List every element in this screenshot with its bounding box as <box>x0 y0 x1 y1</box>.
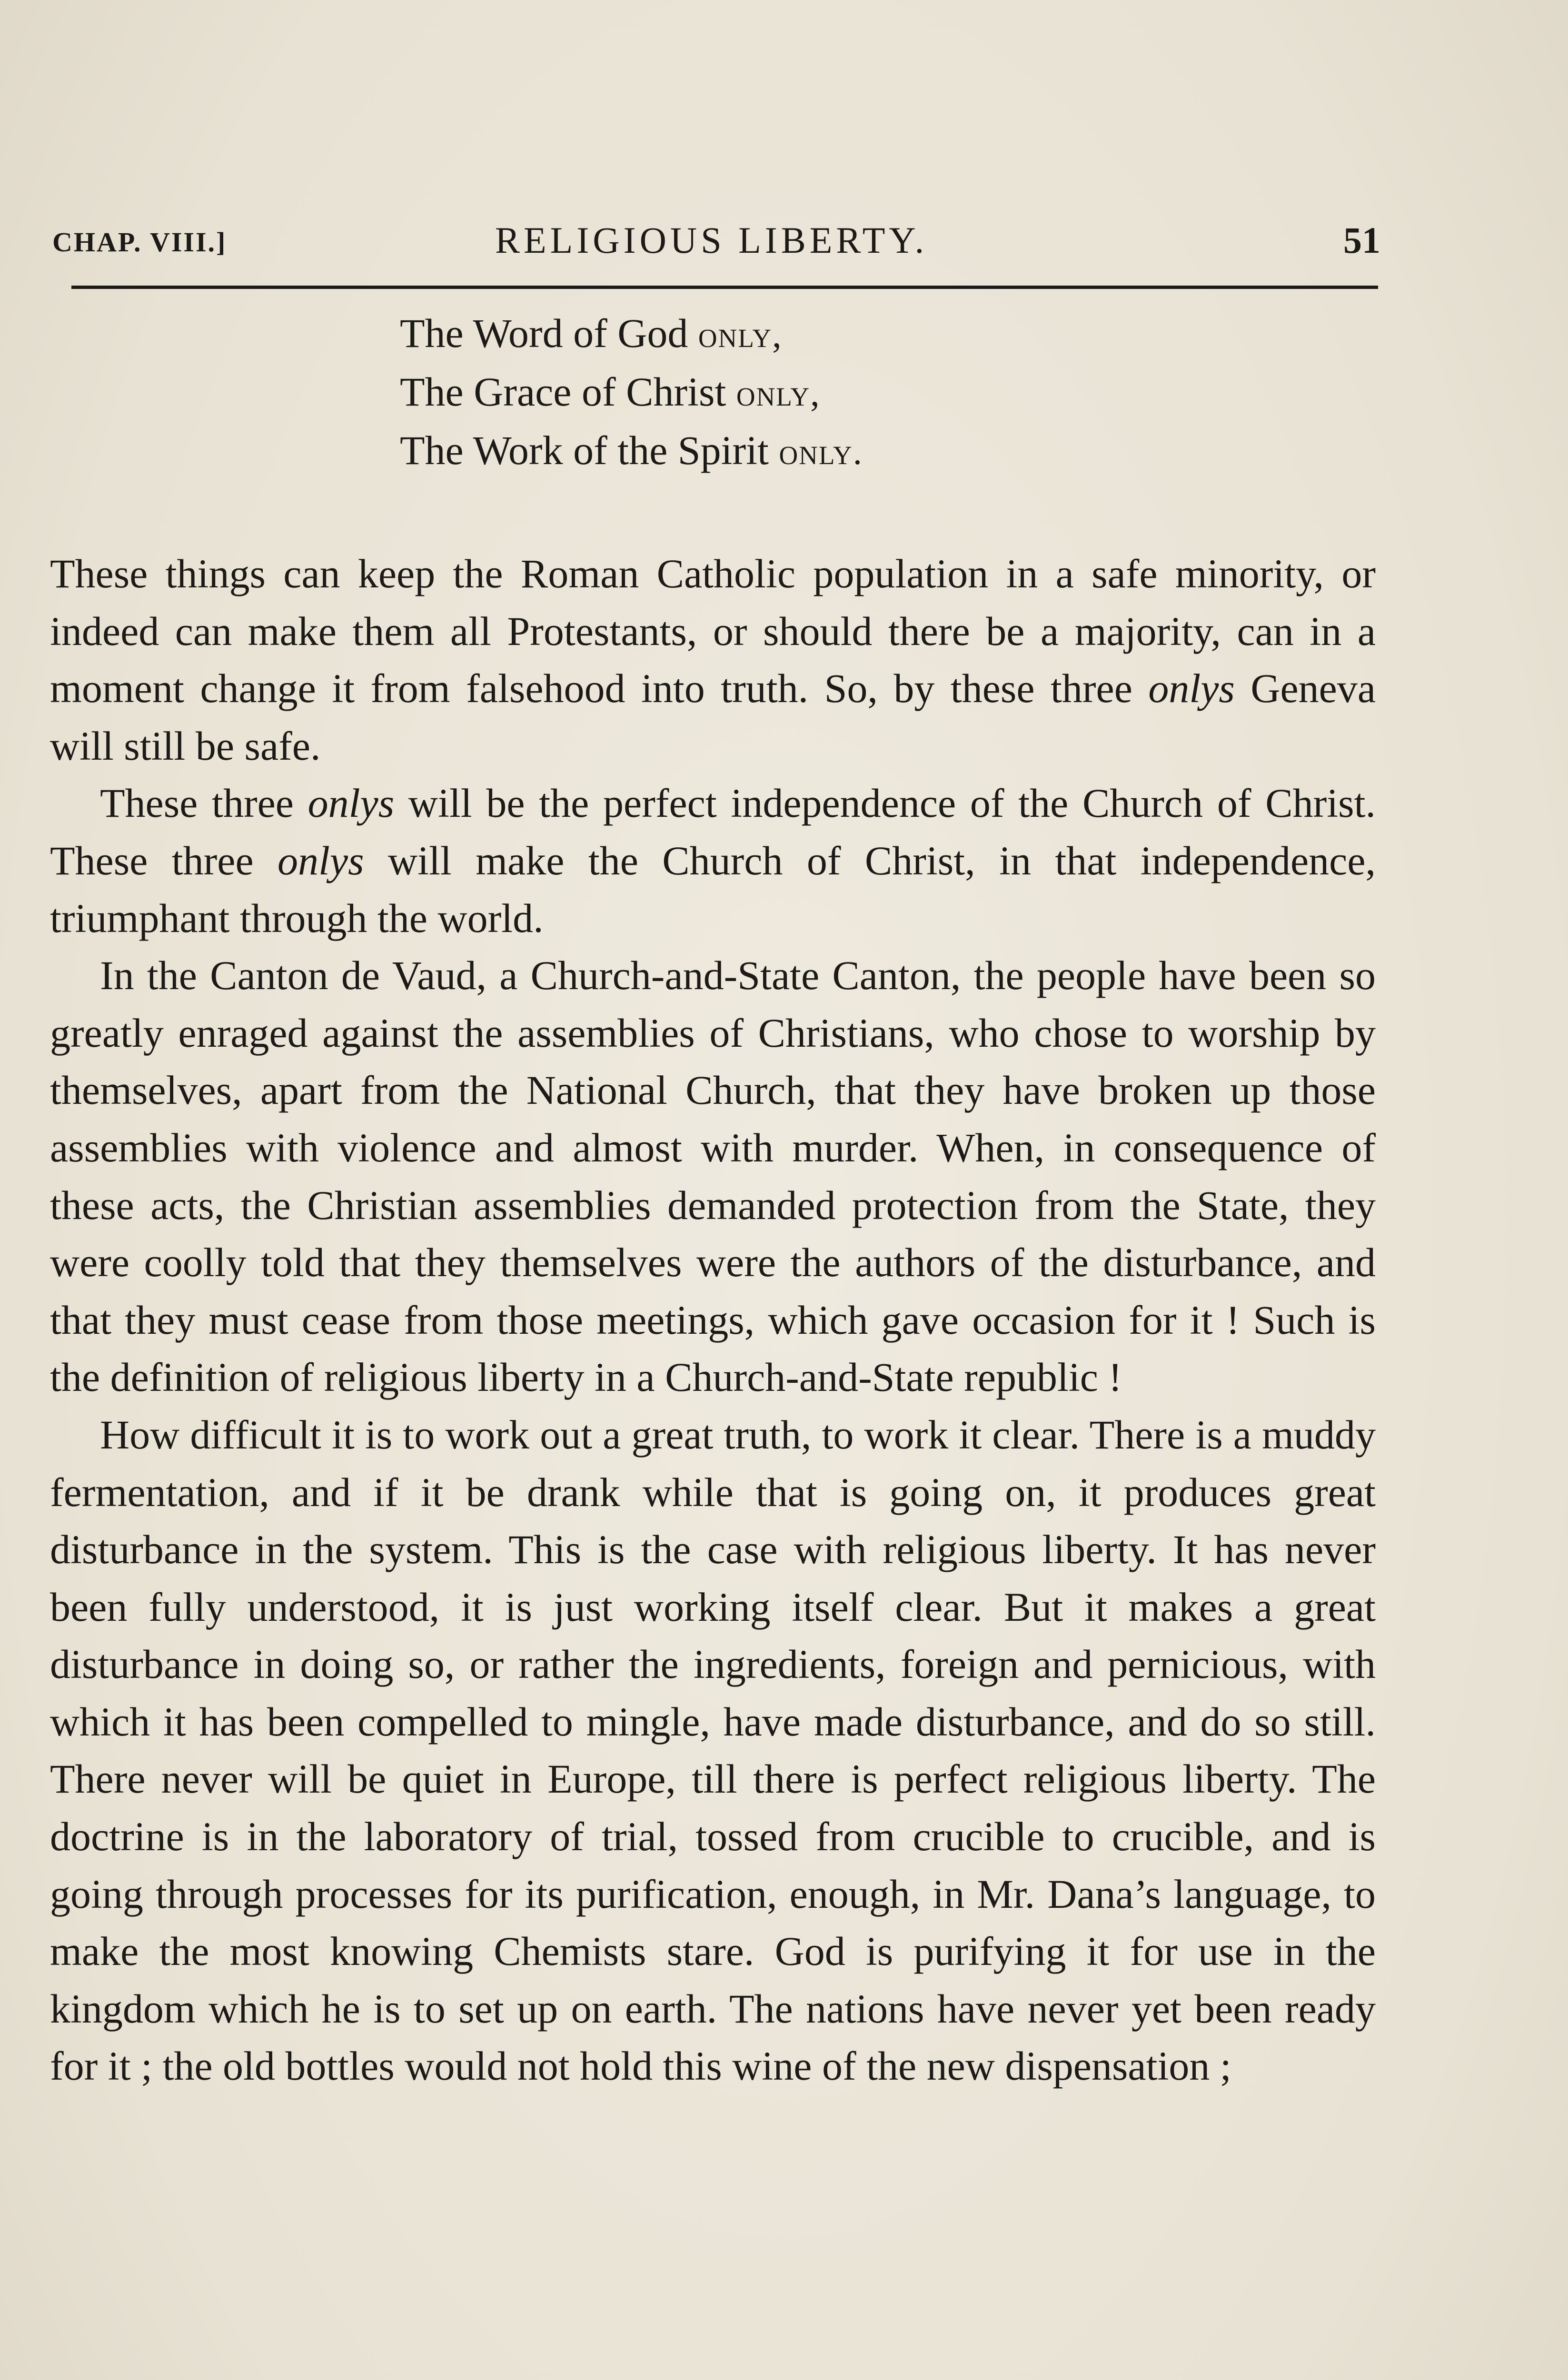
verse-emphasis: only, <box>736 372 821 414</box>
paragraph <box>50 545 1376 774</box>
verse-text: The Word of God <box>400 310 698 356</box>
paragraph: In the Canton de Vaud, a Church-and-State Canton, the people have been so greatly enraged against the assemblies of Christians, who chose to worship by themselves, apart from the National Church, that they have broken up those assemblies with violence and almost with murder. When, in consequence of these acts, the Christian assemblies demanded protection from the State, they were coolly told that they themselves were the authors of the disturbance, and that they must cease from those meetings, which gave occasion for it ! Such is the definition of religious liberty in a Church-and-State republic ! <box>50 952 1376 1400</box>
paragraph-text: These three <box>100 780 308 826</box>
paragraph-text: will make the Church of Christ, in that independence, triumphant through the world. <box>50 837 1376 941</box>
italic-word: onlys <box>1148 665 1235 712</box>
verse-line <box>400 363 863 422</box>
body-text <box>50 545 1376 2095</box>
verse-line <box>400 422 863 480</box>
italic-word: onlys <box>278 837 364 883</box>
verse-text: The Work of the Spirit <box>400 427 779 473</box>
verse-emphasis: only. <box>779 431 863 472</box>
paragraph <box>50 774 1376 947</box>
chapter-label: CHAP. VIII.] <box>52 227 227 258</box>
paragraph-text: These things can keep the Roman Catholic population in a safe minority, or indeed can make them all Protestants, or should there be a majority, can in a moment change it from falsehood into truth. So, by these three <box>50 551 1376 712</box>
running-header <box>52 217 1380 259</box>
verse-line <box>400 305 863 363</box>
italic-word: onlys <box>308 780 395 826</box>
running-title: RELIGIOUS LIBERTY. <box>495 219 928 261</box>
verse-text: The Grace of Christ <box>400 369 736 415</box>
header-rule <box>71 286 1378 289</box>
paragraph: How difficult it is to work out a great truth, to work it clear. There is a muddy fermentation, and if it be drank while that is going on, it produces great disturbance in the system. This is the case with religious liberty. It has never been fully understood, it is just working itself clear. But it makes a great disturbance in doing so, or rather the ingredients, foreign and pernicious, with which it has been compelled to mingle, have made disturbance, and do so still. There never will be quiet in Europe, till there is perfect religious liberty. The doctrine is in the laboratory of trial, tossed from crucible to crucible, and is going through processes for its purification, enough, in Mr. Dana’s language, to make the most knowing Chemists stare. God is purifying it for use in the kingdom which he is to set up on earth. The nations have never yet been ready for it ; the old bottles would not hold this wine of the new dispensation ; <box>50 1411 1376 2089</box>
paragraph-text: will be the perfect independence of the Church of Christ. These three <box>50 780 1376 883</box>
paragraph-text: Geneva will still be safe. <box>50 665 1376 769</box>
verse-emphasis: only, <box>698 314 783 355</box>
verse-block <box>400 305 863 480</box>
page-number: 51 <box>1343 219 1380 261</box>
